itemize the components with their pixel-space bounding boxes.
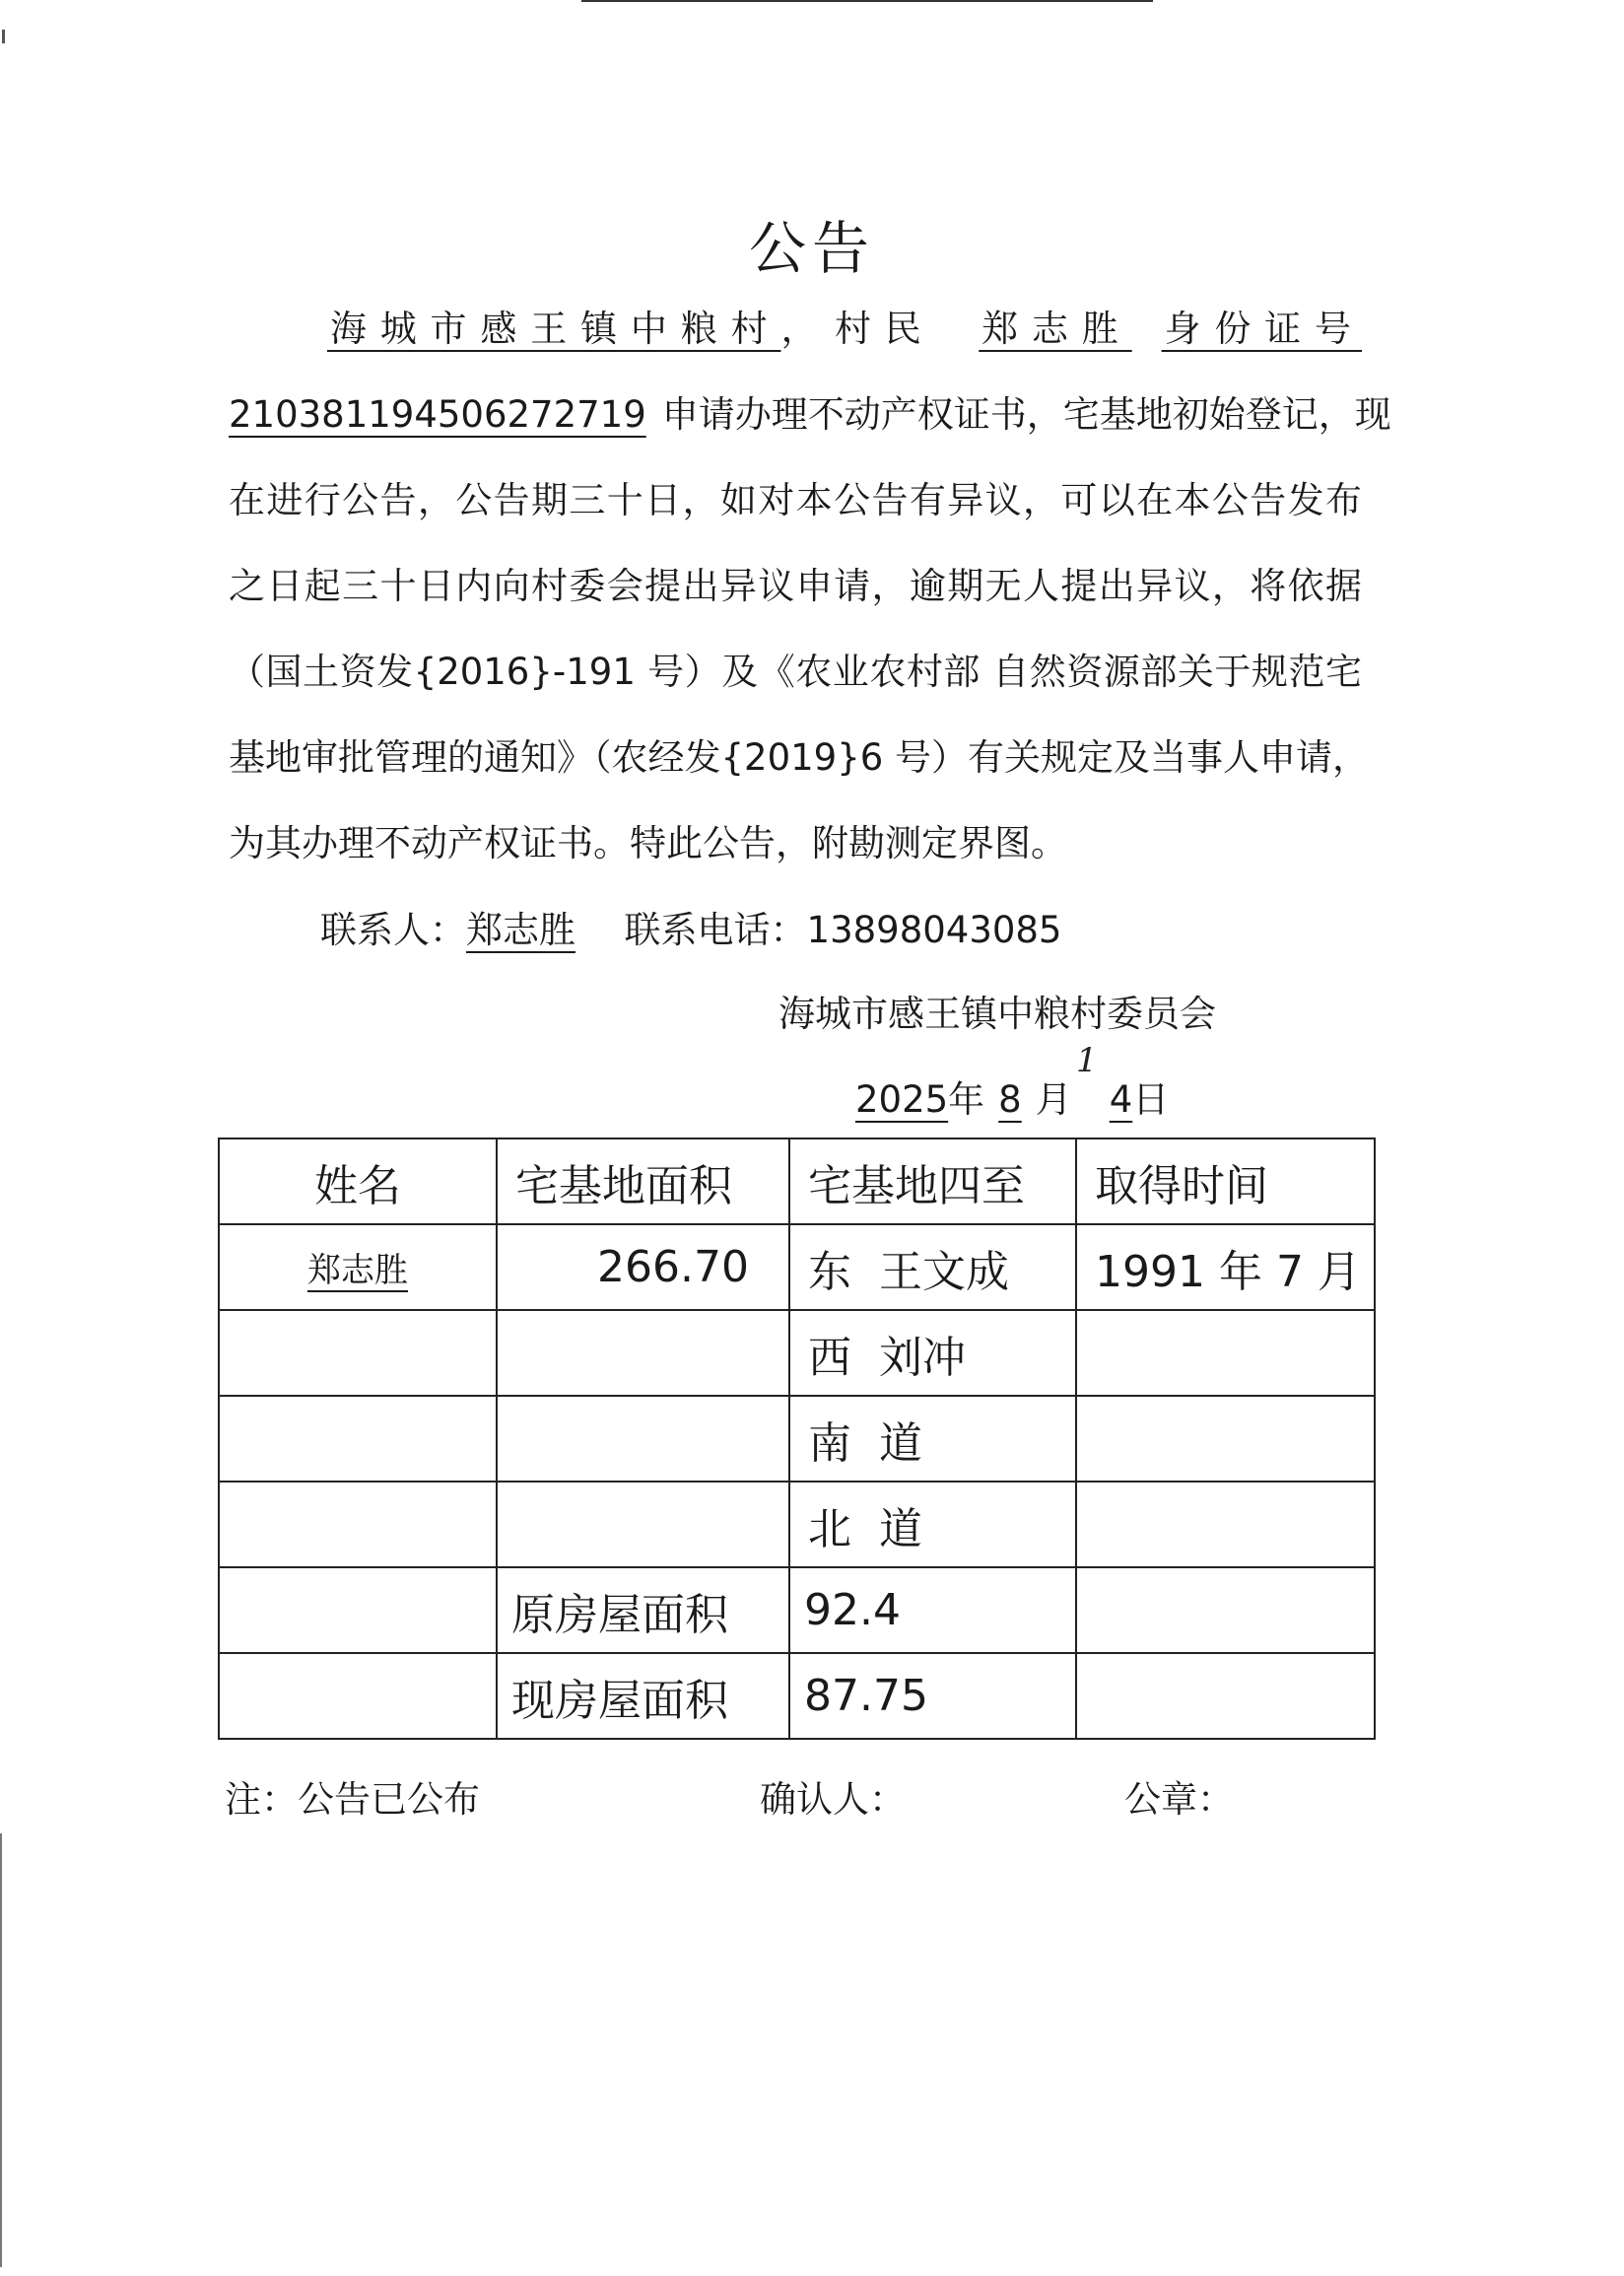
issue-date xyxy=(836,1069,1169,1123)
table-row xyxy=(219,1310,1375,1396)
villager-label: 村民 xyxy=(834,308,935,350)
contact-person: 郑志胜 xyxy=(466,909,575,951)
header-acquired: 取得时间 xyxy=(1076,1138,1375,1224)
date-month: 8 xyxy=(998,1078,1022,1121)
contact-person-label: 联系人： xyxy=(320,909,466,951)
cell-current-house-area: 87.75 xyxy=(789,1653,1076,1739)
homestead-table xyxy=(218,1138,1376,1740)
scan-top-rule xyxy=(581,0,1153,2)
footer-confirmer: 确认人： xyxy=(760,1778,906,1821)
cell-empty xyxy=(219,1482,497,1567)
village-name: 海城市感王镇中粮村 xyxy=(327,308,781,350)
notice-line-2-text: 申请办理不动产权证书，宅基地初始登记，现 xyxy=(661,393,1391,436)
date-day-label: 日 xyxy=(1132,1078,1170,1121)
date-year-label: 年 xyxy=(948,1078,985,1121)
cell-boundary-south: 南 道 xyxy=(789,1396,1076,1482)
cell-empty xyxy=(219,1310,497,1396)
cell-empty xyxy=(1076,1482,1375,1567)
cell-boundary-west: 西 刘冲 xyxy=(789,1310,1076,1396)
cell-empty xyxy=(497,1396,789,1482)
comma: ， xyxy=(780,308,821,350)
cell-acquired: 1991 年 7 月 xyxy=(1076,1224,1375,1310)
cell-empty xyxy=(1076,1653,1375,1739)
table-row xyxy=(219,1482,1375,1567)
page-title: 公告 xyxy=(748,215,875,282)
notice-line-5: （国土资发{2016}-191 号）及《农业农村部 自然资源部关于规范宅 xyxy=(229,651,1362,693)
cell-empty xyxy=(497,1482,789,1567)
scan-edge-mark xyxy=(2,30,5,43)
notice-line-2 xyxy=(229,384,1391,444)
notice-line-4: 之日起三十日内向村委会提出异议申请，逾期无人提出异议，将依据 xyxy=(229,565,1362,607)
cell-boundary-east: 东 王文成 xyxy=(789,1224,1076,1310)
contact-line xyxy=(320,900,1061,953)
table-header-row xyxy=(219,1138,1375,1224)
table-row xyxy=(219,1653,1375,1739)
footer-note: 注：公告已公布 xyxy=(225,1778,480,1821)
cell-original-house-label: 原房屋面积 xyxy=(497,1567,789,1653)
cell-boundary-north: 北 道 xyxy=(789,1482,1076,1567)
header-homestead-area: 宅基地面积 xyxy=(497,1138,789,1224)
cell-original-house-area: 92.4 xyxy=(789,1567,1076,1653)
header-name: 姓名 xyxy=(219,1138,497,1224)
header-boundaries: 宅基地四至 xyxy=(789,1138,1076,1224)
issuer-name: 海城市感王镇中粮村委员会 xyxy=(778,993,1216,1035)
contact-phone: 13898043085 xyxy=(806,909,1062,951)
cell-empty xyxy=(219,1396,497,1482)
notice-line-1 xyxy=(229,299,1362,358)
cell-empty xyxy=(219,1567,497,1653)
table-row xyxy=(219,1567,1375,1653)
date-day: 4 xyxy=(1109,1078,1133,1121)
cell-empty xyxy=(1076,1567,1375,1653)
cell-empty xyxy=(219,1653,497,1739)
table-row xyxy=(219,1396,1375,1482)
id-number: 210381194506272719 xyxy=(229,393,646,436)
cell-current-house-label: 现房屋面积 xyxy=(497,1653,789,1739)
cell-name: 郑志胜 xyxy=(219,1224,497,1310)
handwritten-date-correction: 1 xyxy=(1076,1041,1098,1080)
notice-line-3: 在进行公告，公告期三十日，如对本公告有异议，可以在本公告发布 xyxy=(229,479,1362,521)
table-row xyxy=(219,1224,1375,1310)
contact-phone-label: 联系电话： xyxy=(624,909,807,951)
cell-homestead-area: 266.70 xyxy=(497,1224,789,1310)
date-year: 2025 xyxy=(855,1078,949,1121)
footer-seal: 公章： xyxy=(1124,1778,1234,1821)
cell-empty xyxy=(1076,1396,1375,1482)
notice-line-7: 为其办理不动产权证书。特此公告，附勘测定界图。 xyxy=(229,822,1067,864)
applicant-name: 郑志胜 身份证号 xyxy=(979,308,1363,350)
cell-empty xyxy=(497,1310,789,1396)
date-month-label: 月 xyxy=(1035,1078,1072,1121)
scan-edge-mark xyxy=(0,1833,2,2267)
notice-line-6: 基地审批管理的通知》（农经发{2019}6 号）有关规定及当事人申请， xyxy=(229,736,1370,779)
cell-empty xyxy=(1076,1310,1375,1396)
